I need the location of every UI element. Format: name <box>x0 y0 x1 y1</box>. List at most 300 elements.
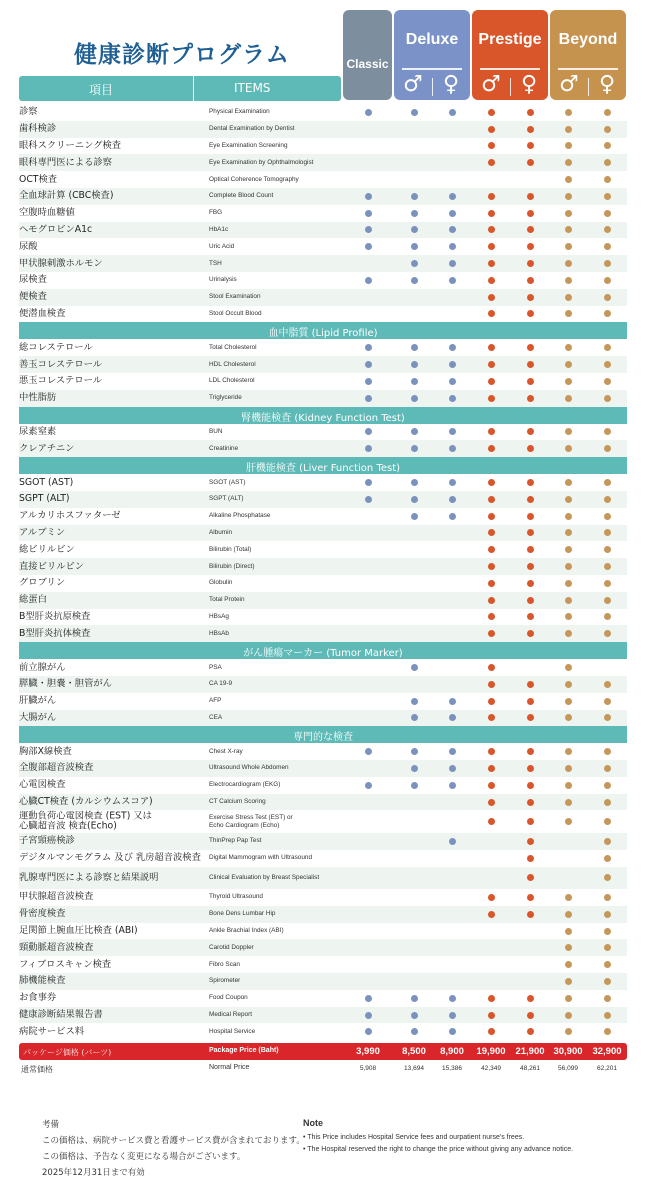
female-icon: ♀ <box>598 72 616 97</box>
included-dot-prestige <box>488 714 495 721</box>
item-name-en: Triglyceride <box>209 394 242 402</box>
item-name-en: Digital Mammogram with Ultrasound <box>209 854 312 862</box>
included-dot-prestige <box>527 765 534 772</box>
item-name-ja: デジタルマンモグラム 及び 乳房超音波検査 <box>19 851 201 863</box>
included-dot-beyond <box>604 580 611 587</box>
included-dot-prestige <box>527 580 534 587</box>
table-row <box>19 659 627 676</box>
included-dot-deluxe <box>449 395 456 402</box>
included-dot-prestige <box>488 765 495 772</box>
item-name-ja: 全腹部超音波検査 <box>19 762 94 774</box>
item-name-en: Clinical Evaluation by Breast Specialist <box>209 873 320 881</box>
included-dot-deluxe <box>411 479 418 486</box>
included-dot-prestige <box>527 782 534 789</box>
item-name-en: Food Coupon <box>209 994 248 1002</box>
included-dot-classic <box>365 243 372 250</box>
included-dot-deluxe <box>449 765 456 772</box>
included-dot-classic <box>365 344 372 351</box>
included-dot-deluxe <box>449 226 456 233</box>
table-row <box>19 1007 627 1024</box>
included-dot-deluxe <box>411 243 418 250</box>
included-dot-beyond <box>604 496 611 503</box>
included-dot-prestige <box>527 513 534 520</box>
item-name-en: Bilirubin (Direct) <box>209 562 255 570</box>
included-dot-prestige <box>488 995 495 1002</box>
item-name-ja: 心電図検査 <box>19 779 66 791</box>
included-dot-deluxe <box>449 193 456 200</box>
included-dot-beyond <box>604 243 611 250</box>
included-dot-beyond <box>565 513 572 520</box>
price-label-ja: パッケージ価格 (バーツ) <box>23 1048 112 1058</box>
header-divider-line <box>402 68 462 70</box>
package-name-prestige: Prestige <box>478 31 542 48</box>
included-dot-beyond <box>604 546 611 553</box>
included-dot-deluxe <box>449 428 456 435</box>
included-dot-beyond <box>604 226 611 233</box>
included-dot-beyond <box>565 142 572 149</box>
included-dot-beyond <box>565 630 572 637</box>
item-name-ja: 頸動脈超音波検査 <box>19 941 94 953</box>
item-name-ja: 総蛋白 <box>19 593 47 605</box>
included-dot-beyond <box>565 226 572 233</box>
section-title: がん腫瘍マーカー (Tumor Marker) <box>243 648 403 660</box>
item-name-en: Total Cholesterol <box>209 343 257 351</box>
table-row <box>19 710 627 727</box>
item-name-en: Optical Coherence Tomography <box>209 175 299 183</box>
included-dot-deluxe <box>411 748 418 755</box>
included-dot-prestige <box>527 546 534 553</box>
section-header <box>19 407 627 424</box>
item-name-en: Physical Examination <box>209 108 270 116</box>
item-name-ja: お食事券 <box>19 992 57 1003</box>
included-dot-prestige <box>488 630 495 637</box>
items-header-en: ITEMS <box>234 81 271 95</box>
included-dot-prestige <box>527 277 534 284</box>
included-dot-beyond <box>604 995 611 1002</box>
footer-notes-ja <box>42 1117 305 1181</box>
included-dot-classic <box>365 395 372 402</box>
item-name-en: HBsAg <box>209 612 229 620</box>
item-name-en: Spirometer <box>209 977 241 985</box>
included-dot-prestige <box>527 838 534 845</box>
package-name-beyond: Beyond <box>558 31 618 48</box>
included-dot-deluxe <box>411 765 418 772</box>
section-title: 血中脂質 (Lipid Profile) <box>268 328 378 340</box>
included-dot-prestige <box>488 159 495 166</box>
included-dot-prestige <box>488 580 495 587</box>
included-dot-deluxe <box>411 109 418 116</box>
table-row <box>19 356 627 373</box>
included-dot-prestige <box>527 748 534 755</box>
table-row <box>19 850 627 867</box>
male-icon: ♂ <box>481 72 501 97</box>
included-dot-deluxe <box>411 995 418 1002</box>
included-dot-beyond <box>604 142 611 149</box>
included-dot-prestige <box>527 395 534 402</box>
included-dot-prestige <box>527 159 534 166</box>
item-name-ja: B型肝炎抗体検査 <box>19 627 91 639</box>
included-dot-beyond <box>604 838 611 845</box>
included-dot-beyond <box>604 1028 611 1035</box>
program-table <box>19 104 627 1076</box>
included-dot-prestige <box>527 378 534 385</box>
included-dot-prestige <box>527 911 534 918</box>
item-name-en: CA 19-9 <box>209 680 233 688</box>
item-name-en: Albumin <box>209 528 233 536</box>
included-dot-beyond <box>565 944 572 951</box>
item-name-en: Bilirubin (Total) <box>209 545 252 553</box>
item-name-ja: アルブミン <box>19 526 66 538</box>
included-dot-deluxe <box>411 1012 418 1019</box>
item-name-ja: アルカリホスファターゼ <box>19 509 121 521</box>
included-dot-deluxe <box>449 782 456 789</box>
normal-price-value: 42,349 <box>481 1065 501 1073</box>
item-name-en: SGOT (AST) <box>209 478 246 486</box>
included-dot-beyond <box>565 961 572 968</box>
included-dot-beyond <box>565 361 572 368</box>
included-dot-prestige <box>527 294 534 301</box>
included-dot-prestige <box>488 894 495 901</box>
included-dot-deluxe <box>449 260 456 267</box>
included-dot-beyond <box>565 479 572 486</box>
table-row <box>19 867 627 890</box>
item-name-ja: 眼科専門医による診察 <box>19 156 112 168</box>
included-dot-deluxe <box>449 378 456 385</box>
included-dot-prestige <box>488 445 495 452</box>
included-dot-beyond <box>565 818 572 825</box>
included-dot-deluxe <box>449 513 456 520</box>
included-dot-prestige <box>527 126 534 133</box>
included-dot-beyond <box>604 1012 611 1019</box>
female-icon: ♀ <box>520 72 538 97</box>
package-price-value: 32,900 <box>592 1046 622 1058</box>
included-dot-beyond <box>604 378 611 385</box>
included-dot-beyond <box>565 378 572 385</box>
included-dot-beyond <box>604 344 611 351</box>
table-row <box>19 373 627 390</box>
header-divider-line <box>558 68 618 70</box>
item-name-en: SGPT (ALT) <box>209 495 244 503</box>
included-dot-beyond <box>604 944 611 951</box>
table-row <box>19 154 627 171</box>
table-row <box>19 956 627 973</box>
included-dot-beyond <box>565 563 572 570</box>
included-dot-deluxe <box>411 361 418 368</box>
included-dot-beyond <box>565 109 572 116</box>
item-name-en: Eye Examination by Ophthalmologist <box>209 158 314 166</box>
table-row <box>19 440 627 457</box>
included-dot-beyond <box>604 109 611 116</box>
item-name-en: Total Protein <box>209 596 245 604</box>
table-row <box>19 889 627 906</box>
included-dot-prestige <box>488 496 495 503</box>
included-dot-beyond <box>565 580 572 587</box>
included-dot-prestige <box>488 210 495 217</box>
table-row <box>19 558 627 575</box>
included-dot-deluxe <box>449 277 456 284</box>
included-dot-deluxe <box>411 428 418 435</box>
included-dot-prestige <box>488 563 495 570</box>
table-row <box>19 508 627 525</box>
footer-line: • This Price includes Hospital Service fees and ourpatient nurse's frees. <box>303 1133 525 1141</box>
normal-label-en: Normal Price <box>209 1064 250 1072</box>
included-dot-prestige <box>488 597 495 604</box>
table-row <box>19 188 627 205</box>
included-dot-beyond <box>604 799 611 806</box>
female-icon: ♀ <box>442 72 460 97</box>
item-name-en: Thyroid Ultrasound <box>209 893 263 901</box>
footer-line: • The Hospital reserved the right to change the price without giving any advance notice. <box>303 1146 574 1153</box>
included-dot-deluxe <box>449 479 456 486</box>
included-dot-beyond <box>565 978 572 985</box>
included-dot-beyond <box>604 159 611 166</box>
item-name-en: Globulin <box>209 579 233 587</box>
included-dot-beyond <box>604 597 611 604</box>
included-dot-classic <box>365 193 372 200</box>
package-header-beyond <box>550 10 626 100</box>
included-dot-classic <box>365 1012 372 1019</box>
included-dot-beyond <box>604 176 611 183</box>
included-dot-beyond <box>604 479 611 486</box>
included-dot-beyond <box>604 563 611 570</box>
included-dot-deluxe <box>449 995 456 1002</box>
included-dot-beyond <box>565 1028 572 1035</box>
item-name-en: CEA <box>209 713 223 721</box>
normal-price-value: 5,908 <box>359 1065 377 1073</box>
item-name-ja: SGPT (ALT) <box>19 493 70 505</box>
item-name-en: Creatinine <box>209 444 239 452</box>
included-dot-beyond <box>565 894 572 901</box>
included-dot-prestige <box>488 529 495 536</box>
included-dot-prestige <box>527 1028 534 1035</box>
included-dot-prestige <box>488 277 495 284</box>
included-dot-prestige <box>488 142 495 149</box>
included-dot-beyond <box>604 681 611 688</box>
included-dot-deluxe <box>411 344 418 351</box>
included-dot-prestige <box>488 193 495 200</box>
included-dot-beyond <box>604 855 611 862</box>
included-dot-prestige <box>527 310 534 317</box>
normal-price-value: 56,099 <box>558 1065 578 1073</box>
items-column-header <box>19 76 341 101</box>
included-dot-prestige <box>488 260 495 267</box>
included-dot-deluxe <box>411 782 418 789</box>
included-dot-deluxe <box>411 1028 418 1035</box>
item-name-en: Alkaline Phosphatase <box>209 512 271 520</box>
included-dot-beyond <box>565 193 572 200</box>
included-dot-prestige <box>527 855 534 862</box>
table-row <box>19 238 627 255</box>
included-dot-prestige <box>488 344 495 351</box>
included-dot-prestige <box>488 546 495 553</box>
included-dot-prestige <box>527 630 534 637</box>
footer-notes-en <box>303 1117 573 1157</box>
item-name-en: Eye Examination Screening <box>209 141 288 149</box>
item-name-en: CT Calcium Scoring <box>209 798 266 806</box>
included-dot-beyond <box>604 529 611 536</box>
item-name-ja: グロブリン <box>19 577 66 589</box>
item-name-ja: 歯科検診 <box>19 122 57 134</box>
included-dot-prestige <box>527 1012 534 1019</box>
included-dot-beyond <box>565 714 572 721</box>
included-dot-prestige <box>527 226 534 233</box>
included-dot-prestige <box>488 395 495 402</box>
table-row <box>19 625 627 642</box>
included-dot-beyond <box>604 445 611 452</box>
price-label-en: Package Price (Baht) <box>209 1047 279 1055</box>
included-dot-classic <box>365 277 372 284</box>
item-name-ja: 子宮頸癌検診 <box>19 835 75 847</box>
included-dot-classic <box>365 995 372 1002</box>
male-icon: ♂ <box>403 72 423 97</box>
included-dot-deluxe <box>449 496 456 503</box>
included-dot-beyond <box>604 874 611 881</box>
item-name-en: HbA1c <box>209 225 229 233</box>
section-header <box>19 726 627 743</box>
included-dot-prestige <box>527 681 534 688</box>
item-name-en: HDL Cholesterol <box>209 360 256 368</box>
included-dot-classic <box>365 748 372 755</box>
included-dot-beyond <box>604 513 611 520</box>
included-dot-beyond <box>604 978 611 985</box>
included-dot-beyond <box>565 529 572 536</box>
included-dot-prestige <box>488 799 495 806</box>
item-name-en: Electrocardiogram (EKG) <box>209 781 281 789</box>
included-dot-prestige <box>527 496 534 503</box>
included-dot-prestige <box>488 109 495 116</box>
table-row <box>19 205 627 222</box>
item-name-ja: 病院サービス料 <box>19 1025 85 1037</box>
included-dot-beyond <box>565 799 572 806</box>
item-name-ja: 胸部X線検査 <box>19 745 72 757</box>
table-row <box>19 777 627 794</box>
table-row <box>19 743 627 760</box>
item-name-ja: B型肝炎抗原検査 <box>19 610 91 622</box>
included-dot-prestige <box>527 714 534 721</box>
included-dot-beyond <box>565 1012 572 1019</box>
table-row <box>19 939 627 956</box>
footer-line: この価格は、予告なく変更になる場合がございます。 <box>42 1152 246 1162</box>
item-name-ja: 総コレステロール <box>19 341 93 353</box>
included-dot-beyond <box>604 277 611 284</box>
item-name-en: Stool Examination <box>209 293 261 301</box>
included-dot-deluxe <box>449 344 456 351</box>
included-dot-classic <box>365 496 372 503</box>
item-name-en: Urinalysis <box>209 276 237 284</box>
included-dot-deluxe <box>411 698 418 705</box>
header-divider-line <box>480 68 540 70</box>
included-dot-beyond <box>565 277 572 284</box>
item-name-ja: 全血球計算 (CBC検査) <box>19 190 114 202</box>
included-dot-deluxe <box>449 109 456 116</box>
included-dot-deluxe <box>449 698 456 705</box>
included-dot-beyond <box>565 782 572 789</box>
included-dot-prestige <box>527 142 534 149</box>
table-row <box>19 693 627 710</box>
table-row <box>19 104 627 121</box>
package-price-value: 3,990 <box>356 1046 380 1058</box>
included-dot-beyond <box>604 765 611 772</box>
section-title: 腎機能検査 (Kidney Function Test) <box>241 412 405 424</box>
included-dot-beyond <box>565 681 572 688</box>
included-dot-classic <box>365 226 372 233</box>
package-price-value: 21,900 <box>515 1046 545 1058</box>
table-row <box>19 121 627 138</box>
included-dot-beyond <box>604 428 611 435</box>
included-dot-beyond <box>604 928 611 935</box>
included-dot-prestige <box>527 260 534 267</box>
item-name-ja: OCT検査 <box>19 173 58 185</box>
included-dot-deluxe <box>449 838 456 845</box>
included-dot-beyond <box>565 310 572 317</box>
included-dot-classic <box>365 445 372 452</box>
included-dot-beyond <box>565 664 572 671</box>
table-row <box>19 810 627 833</box>
included-dot-beyond <box>565 748 572 755</box>
included-dot-prestige <box>488 748 495 755</box>
item-name-en: Fibro Scan <box>209 960 240 968</box>
included-dot-prestige <box>488 1012 495 1019</box>
included-dot-deluxe <box>449 748 456 755</box>
item-name-en: FBG <box>209 209 223 217</box>
included-dot-beyond <box>565 395 572 402</box>
item-name-ja: 乳腺専門医による診察と結果説明 <box>19 871 159 883</box>
included-dot-deluxe <box>411 277 418 284</box>
included-dot-beyond <box>604 310 611 317</box>
included-dot-deluxe <box>449 714 456 721</box>
included-dot-deluxe <box>411 714 418 721</box>
included-dot-deluxe <box>411 193 418 200</box>
included-dot-beyond <box>565 928 572 935</box>
package-header-deluxe <box>394 10 470 100</box>
item-name-en: Hospital Service <box>209 1027 256 1035</box>
item-name-ja: 空腹時血糖値 <box>19 206 75 218</box>
package-header-classic <box>343 10 392 100</box>
table-row <box>19 541 627 558</box>
table-row <box>19 138 627 155</box>
item-name-ja: クレアチニン <box>19 442 75 454</box>
included-dot-beyond <box>565 597 572 604</box>
item-name-en: Stool Occult Blood <box>209 309 262 317</box>
included-dot-beyond <box>604 210 611 217</box>
item-name-ja: 尿素窒素 <box>19 425 57 437</box>
package-name-deluxe: Deluxe <box>405 31 459 48</box>
included-dot-prestige <box>488 226 495 233</box>
item-name-en: HBsAb <box>209 629 229 637</box>
item-name-en: Uric Acid <box>209 242 235 250</box>
male-icon: ♂ <box>559 72 579 97</box>
item-name-ja: 総ビリルビン <box>19 543 75 555</box>
included-dot-prestige <box>527 563 534 570</box>
included-dot-deluxe <box>411 210 418 217</box>
included-dot-prestige <box>527 193 534 200</box>
included-dot-prestige <box>488 428 495 435</box>
included-dot-prestige <box>488 294 495 301</box>
item-name-ja: ヘモグロビンA1c <box>19 223 93 235</box>
included-dot-prestige <box>527 529 534 536</box>
included-dot-prestige <box>527 818 534 825</box>
table-row <box>19 676 627 693</box>
included-dot-beyond <box>604 395 611 402</box>
included-dot-deluxe <box>411 664 418 671</box>
included-dot-beyond <box>604 193 611 200</box>
item-name-ja: 診察 <box>19 106 38 118</box>
included-dot-prestige <box>488 818 495 825</box>
table-row <box>19 390 627 407</box>
item-name-en: LDL Cholesterol <box>209 377 255 385</box>
item-name-en: Ankle Brachial Index (ABI) <box>209 927 284 935</box>
included-dot-classic <box>365 361 372 368</box>
